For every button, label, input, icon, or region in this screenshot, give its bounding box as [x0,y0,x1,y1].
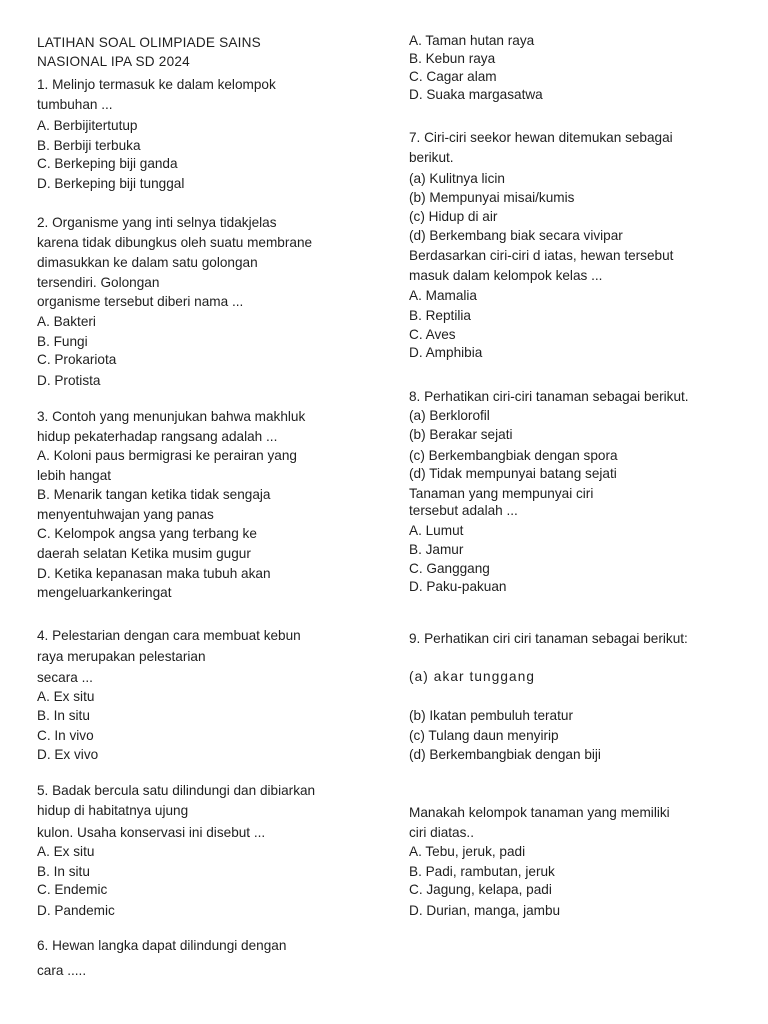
question-text: raya merupakan pelestarian [37,649,206,664]
answer-option: B. Jamur [409,542,464,557]
question-text: Tanaman yang mempunyai ciri [409,486,594,501]
question-text: 7. Ciri-ciri seekor hewan ditemukan sebagai [409,130,673,145]
answer-option: A. Lumut [409,523,464,538]
feature-item: (c) Hidup di air [409,209,498,224]
answer-option: A. Taman hutan raya [409,33,535,48]
answer-option: D. Protista [37,373,101,388]
answer-option: C. Prokariota [37,352,117,367]
feature-item: (a) Kulitnya licin [409,171,505,186]
question-text: berikut. [409,150,454,165]
question-text: 4. Pelestarian dengan cara membuat kebun [37,628,301,643]
question-text: tersendiri. Golongan [37,275,160,290]
answer-option: C. In vivo [37,728,94,743]
answer-option: menyentuhwajan yang panas [37,507,214,522]
answer-option: B. Reptilia [409,308,471,323]
question-text: hidup pekaterhadap rangsang adalah ... [37,429,278,444]
answer-option: B. Menarik tangan ketika tidak sengaja [37,487,271,502]
answer-option: D. Durian, manga, jambu [409,903,561,918]
answer-option: A. Ex situ [37,844,95,859]
question-text: tumbuhan ... [37,97,113,112]
question-text: cara ..... [37,963,87,978]
question-text: masuk dalam kelompok kelas ... [409,268,603,283]
feature-item: (c) Berkembangbiak dengan spora [409,448,618,463]
question-text: tersebut adalah ... [409,503,518,518]
answer-option: B. In situ [37,864,90,879]
feature-item: (c) Tulang daun menyirip [409,728,559,743]
feature-item: (d) Tidak mempunyai batang sejati [409,466,617,481]
answer-option: B. Kebun raya [409,51,496,66]
answer-option: D. Paku-pakuan [409,579,507,594]
answer-option: D. Berkeping biji tunggal [37,176,185,191]
feature-item: (b) Mempunyai misai/kumis [409,190,575,205]
title-line: NASIONAL IPA SD 2024 [37,54,190,69]
question-text: Manakah kelompok tanaman yang memiliki [409,805,670,820]
answer-option: A. Tebu, jeruk, padi [409,844,526,859]
question-text: 1. Melinjo termasuk ke dalam kelompok [37,77,276,92]
feature-item: (d) Berkembang biak secara vivipar [409,228,623,243]
question-text: kulon. Usaha konservasi ini disebut ... [37,825,266,840]
question-text: karena tidak dibungkus oleh suatu membrane [37,235,313,250]
title-line: LATIHAN SOAL OLIMPIADE SAINS [37,35,261,50]
answer-option: B. In situ [37,708,90,723]
answer-option: D. Ex vivo [37,747,99,762]
answer-option: C. Aves [409,327,456,342]
question-text: 6. Hewan langka dapat dilindungi dengan [37,938,287,953]
answer-option: B. Berbiji terbuka [37,138,141,153]
question-text: Berdasarkan ciri-ciri d iatas, hewan tersebut [409,248,674,263]
answer-option: A. Koloni paus bermigrasi ke perairan yang [37,448,297,463]
question-text: 2. Organisme yang inti selnya tidakjelas [37,215,277,230]
question-text: ciri diatas.. [409,825,474,840]
answer-option: C. Berkeping biji ganda [37,156,178,171]
answer-option: C. Jagung, kelapa, padi [409,882,552,897]
answer-option: C. Endemic [37,882,108,897]
answer-option: lebih hangat [37,468,112,483]
answer-option: mengeluarkankeringat [37,585,172,600]
answer-option: D. Amphibia [409,345,483,360]
question-text: organisme tersebut diberi nama ... [37,294,244,309]
answer-option: B. Padi, rambutan, jeruk [409,864,555,879]
question-text: 5. Badak bercula satu dilindungi dan dibiarkan [37,783,316,798]
question-text: hidup di habitatnya ujung [37,803,189,818]
answer-option: C. Ganggang [409,561,490,576]
answer-option: A. Berbijitertutup [37,118,138,133]
question-text: 9. Perhatikan ciri ciri tanaman sebagai berikut: [409,631,688,646]
answer-option: D. Pandemic [37,903,115,918]
question-text: 8. Perhatikan ciri-ciri tanaman sebagai berikut. [409,389,689,404]
answer-option: D. Ketika kepanasan maka tubuh akan [37,566,271,581]
answer-option: C. Kelompok angsa yang terbang ke [37,526,257,541]
answer-option: A. Bakteri [37,314,96,329]
feature-item: (a) akar tunggang [409,669,536,684]
feature-item: (a) Berklorofil [409,408,490,423]
feature-item: (b) Ikatan pembuluh teratur [409,708,573,723]
question-text: dimasukkan ke dalam satu golongan [37,255,258,270]
answer-option: C. Cagar alam [409,69,497,84]
answer-option: daerah selatan Ketika musim gugur [37,546,251,561]
answer-option: B. Fungi [37,334,88,349]
question-text: 3. Contoh yang menunjukan bahwa makhluk [37,409,306,424]
question-text: secara ... [37,670,93,685]
answer-option: D. Suaka margasatwa [409,87,543,102]
answer-option: A. Ex situ [37,689,95,704]
answer-option: A. Mamalia [409,288,477,303]
feature-item: (d) Berkembangbiak dengan biji [409,747,601,762]
feature-item: (b) Berakar sejati [409,427,513,442]
